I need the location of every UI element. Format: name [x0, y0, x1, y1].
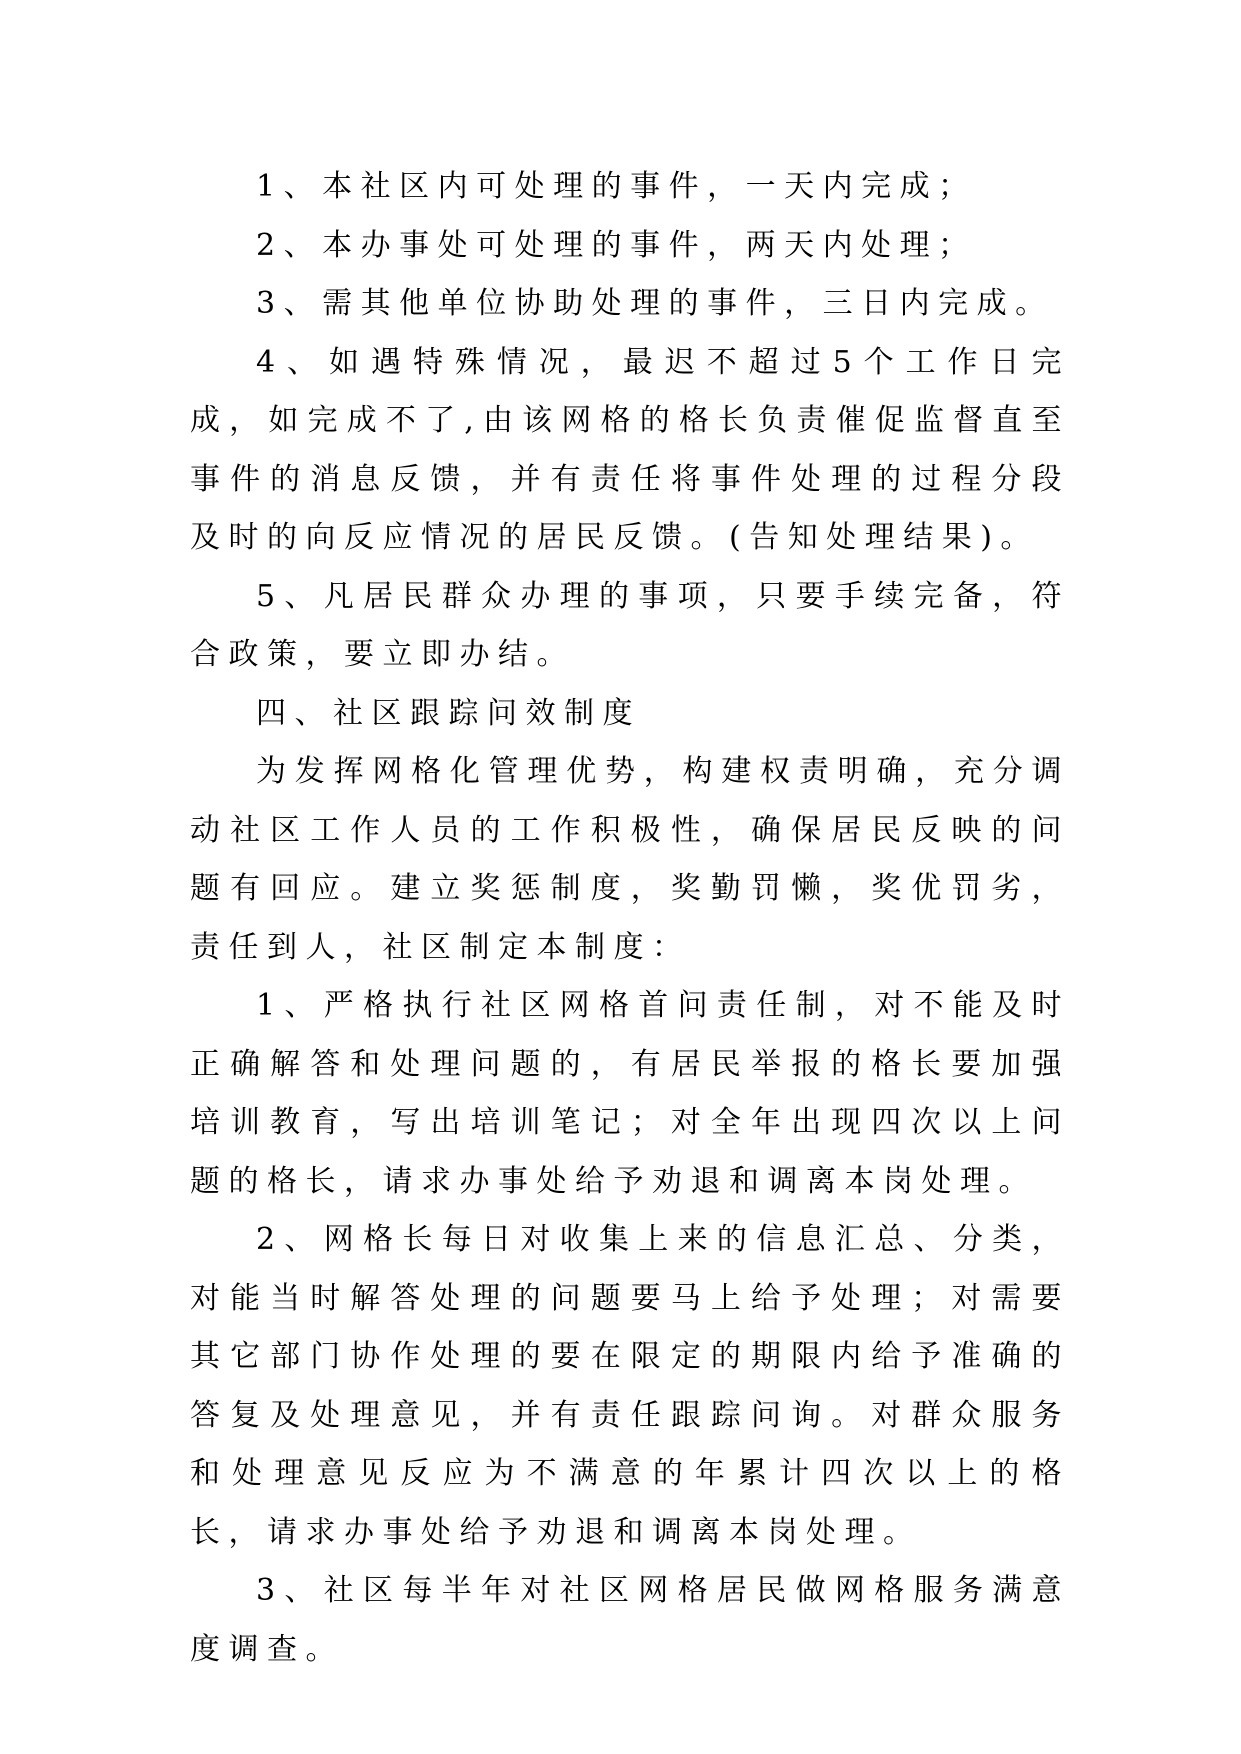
paragraph-accountability-3: 3、社区每半年对社区网格居民做网格服务满意度调查。 [190, 1573, 1070, 1667]
paragraph-rule-4: 4、如遇特殊情况，最迟不超过5个工作日完成，如完成不了,由该网格的格长负责催促监督直至事件的消息反馈，并有责任将事件处理的过程分段及时的向反应情况的居民反馈。(告知处理结果)。 [190, 344, 1070, 555]
section-intro: 为发挥网格化管理优势，构建权责明确，充分调动社区工作人员的工作积极性，确保居民反映的问题有回应。建立奖惩制度，奖勤罚懒，奖优罚劣，责任到人，社区制定本制度： [190, 754, 1070, 965]
paragraph-accountability-1: 1、严格执行社区网格首问责任制，对不能及时正确解答和处理问题的，有居民举报的格长要加强培训教育，写出培训笔记；对全年出现四次以上问题的格长，请求办事处给予劝退和调离本岗处理。 [190, 988, 1070, 1199]
paragraph-rule-5: 5、凡居民群众办理的事项，只要手续完备，符合政策，要立即办结。 [190, 578, 1070, 672]
document-body [190, 158, 1070, 1679]
section-heading: 四、社区跟踪问效制度 [256, 695, 641, 731]
paragraph-rule-2: 2、本办事处可处理的事件，两天内处理； [256, 227, 977, 263]
paragraph-rule-1: 1、本社区内可处理的事件，一天内完成； [256, 169, 977, 204]
paragraph-accountability-2: 2、网格长每日对收集上来的信息汇总、分类，对能当时解答处理的问题要马上给予处理；对需要其它部门协作处理的要在限定的期限内给予准确的答复及处理意见，并有责任跟踪问询。对群众服务和处理意见反应为不满意的年累计四次以上的格长，请求办事处给予劝退和调离本岗处理。 [190, 1222, 1070, 1550]
paragraph-rule-3: 3、需其他单位协助处理的事件，三日内完成。 [256, 286, 1054, 321]
